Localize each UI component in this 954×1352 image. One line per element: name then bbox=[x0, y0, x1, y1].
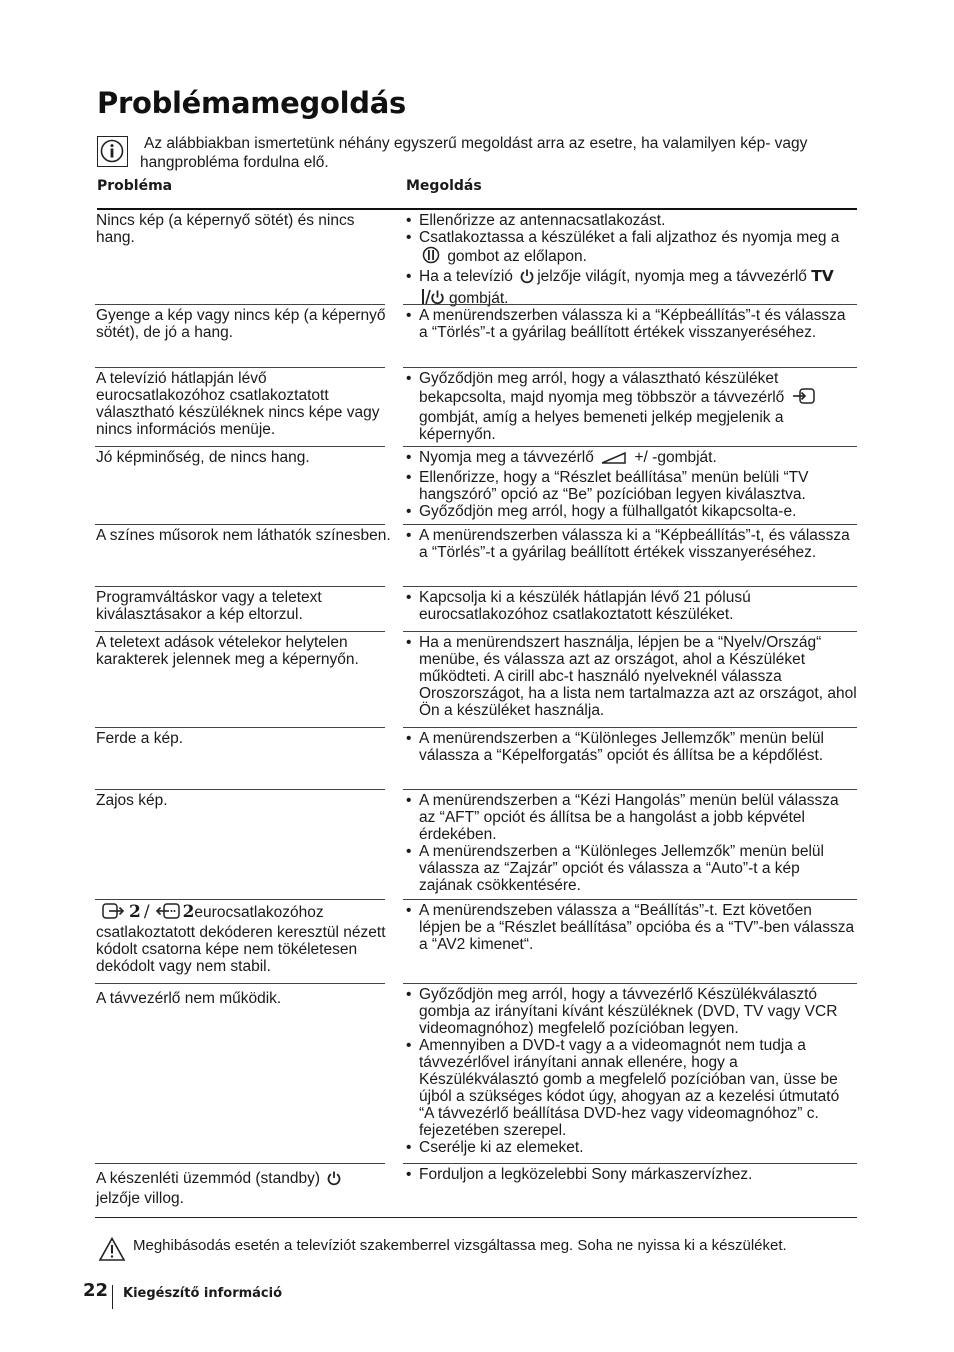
volume-icon bbox=[600, 451, 628, 469]
table-row bbox=[95, 900, 857, 984]
solution-list bbox=[405, 212, 857, 310]
solution-item: • A menürendszerben válassza ki a “Képbeállítás”-t és válassza a “Törlés”-t a gyárilag beállított értékek visszanyeréséhez. bbox=[406, 307, 846, 341]
table-row bbox=[95, 447, 857, 525]
table-row bbox=[95, 210, 857, 305]
solution-list bbox=[405, 1166, 857, 1183]
header-problem: Probléma bbox=[97, 178, 173, 194]
solution-list bbox=[405, 307, 857, 341]
av-output-icon bbox=[101, 902, 127, 924]
solution-list bbox=[405, 527, 857, 561]
solution-item: • Ellenőrizze az antennacsatlakozást. bbox=[406, 212, 666, 229]
solution-item: • Győződjön meg arról, hogy a távvezérlő Készülékválasztó gombja az irányítani kívánt készüléknek (DVD, TV vagy VCR videomagnóhoz) megfelelő pozícióban legyen. bbox=[406, 986, 838, 1037]
problem-cell: A színes műsorok nem láthatók színesben. bbox=[96, 527, 391, 544]
solution-item: • Ha a televízió jelzője világít, nyomja meg a távvezérlő TV gombját. bbox=[405, 268, 857, 310]
problem-cell: Gyenge a kép vagy nincs kép (a képernyő sötét), de jó a hang. bbox=[96, 307, 386, 341]
problem-cell: Nincs kép (a képernyő sötét) és nincs hang. bbox=[96, 212, 355, 246]
input-select-icon bbox=[791, 387, 817, 409]
problem-cell: 2 / 2eurocsatlakozóhoz csatlakoztatott dekóderen keresztül nézett kódolt csatorna képe nem tökéletesen dekódolt vagy nem stabil. bbox=[96, 902, 386, 975]
table-row bbox=[95, 587, 857, 632]
table-row bbox=[95, 1164, 857, 1218]
solution-item: • A menürendszerben a “Különleges Jellemzők” menün belül válassza az “Zajzár” opciót és válassza a “Auto”-t a kép zajának csökkentésére. bbox=[406, 843, 824, 894]
standby-icon bbox=[519, 268, 535, 288]
tv-label: TV bbox=[811, 267, 834, 285]
section-label: Kiegészítő információ bbox=[123, 1286, 283, 1301]
problem-cell: A távvezérlő nem működik. bbox=[96, 990, 282, 1007]
solution-item: • A menürendszerben válassza ki a “Képbeállítás”-t, és válassza a “Törlés”-t a gyárilag beállított értékek visszanyeréséhez. bbox=[406, 527, 850, 561]
av-input-icon bbox=[155, 902, 181, 924]
page-number: 22 bbox=[83, 1280, 109, 1301]
solution-item: • A menürendszerben a “Kézi Hangolás” menün belül válassza az “AFT” opciót és állítsa be a hangolást a jobb képvétel érdekében. bbox=[406, 792, 839, 843]
solution-item: • Ha a menürendszert használja, lépjen be a “Nyelv/Ország“ menübe, és válassza azt az országot, ahol a Készüléket működteti. A cirill abc-t használó nyelveknél válassza Oroszországot, ha a lista nem tartalmazza azt az országot, ahol Ön a készüléket használja. bbox=[406, 634, 857, 719]
table-row bbox=[95, 368, 857, 447]
solution-item: • Cserélje ki az elemeket. bbox=[406, 1139, 584, 1156]
problem-cell: A teletext adások vételekor helytelen karakterek jelennek meg a képernyőn. bbox=[96, 634, 359, 668]
solution-list bbox=[405, 449, 857, 520]
solution-item: • Győződjön meg arról, hogy a fülhallgatót kikapcsolta-e. bbox=[406, 503, 797, 520]
page-title: Problémamegoldás bbox=[97, 86, 406, 120]
solution-item: • A menürendszeben válassza a “Beállítás”-t. Ezt követően lépjen be a “Részlet beállítása” opcióba és a “TV”-ben válassza a “AV2 kimenet“. bbox=[406, 902, 855, 953]
solution-list bbox=[405, 902, 857, 953]
problem-cell: Jó képminőség, de nincs hang. bbox=[96, 449, 310, 466]
solution-item: • Kapcsolja ki a készülék hátlapján lévő 21 pólusú eurocsatlakozóhoz csatlakoztatott készüléket. bbox=[406, 589, 751, 623]
solution-list bbox=[405, 634, 857, 719]
problem-cell: A televízió hátlapján lévő eurocsatlakozóhoz csatlakoztatott választható készüléknek nincs képe vagy nincs információs menüje. bbox=[96, 370, 380, 438]
solution-list bbox=[405, 730, 857, 764]
solution-list bbox=[405, 986, 857, 1156]
table-row bbox=[95, 525, 857, 587]
solution-item: • Ellenőrizze, hogy a “Részlet beállítása” menün belüli “TV hangszóró” opció az “Be” pozícióban legyen kiválasztva. bbox=[406, 469, 809, 503]
info-icon bbox=[97, 136, 128, 167]
solution-item: • Nyomja meg a távvezérlő +/ -gombját. bbox=[405, 449, 857, 469]
intro-text: Az alábbiakban ismertetünk néhány egyszerű megoldást arra az esetre, ha valamilyen kép- vagy hangprobléma fordulna elő. bbox=[140, 135, 808, 171]
solution-item: • Győződjön meg arról, hogy a választható készüléket bekapcsolta, majd nyomja meg többször a távvezérlő gombját, amíg a helyes bemeneti jelkép megjelenik a képernyőn. bbox=[405, 370, 857, 443]
table-row bbox=[95, 728, 857, 790]
troubleshooting-table bbox=[95, 210, 857, 1218]
table-row bbox=[95, 984, 857, 1164]
page-footer bbox=[83, 1280, 483, 1310]
solution-list bbox=[405, 589, 857, 623]
solution-list bbox=[405, 370, 857, 443]
footer-divider bbox=[112, 1285, 113, 1309]
solution-item: • Csatlakoztassa a készüléket a fali aljzathoz és nyomja meg a gombot az előlapon. bbox=[405, 229, 857, 268]
problem-cell: Ferde a kép. bbox=[96, 730, 184, 747]
solution-list bbox=[405, 792, 857, 894]
problem-cell: A készenléti üzemmód (standby) jelzője villog. bbox=[96, 1170, 392, 1207]
warning-icon bbox=[99, 1237, 125, 1261]
solution-item: • Forduljon a legközelebbi Sony márkaszervízhez. bbox=[406, 1166, 753, 1183]
table-row bbox=[95, 790, 857, 900]
problem-cell: Zajos kép. bbox=[96, 792, 168, 809]
standby-icon bbox=[326, 1170, 342, 1190]
solution-item: • A menürendszerben a “Különleges Jellemzők” menün belül válassza a “Képelforgatás” opciót és állítsa be a képdőlést. bbox=[406, 730, 824, 764]
table-header bbox=[97, 178, 857, 210]
warning-text: Meghibásodás esetén a televíziót szakemberrel vizsgáltassa meg. Soha ne nyissa ki a készüléket. bbox=[133, 1237, 787, 1254]
header-solution: Megoldás bbox=[406, 178, 482, 194]
table-row bbox=[95, 632, 857, 728]
problem-cell: Programváltáskor vagy a teletext kiválasztásakor a kép eltorzul. bbox=[96, 589, 322, 623]
table-row bbox=[95, 305, 857, 368]
power-button-icon bbox=[421, 246, 441, 268]
solution-item: • Amennyiben a DVD-t vagy a a videomagnót nem tudja a távvezérlővel irányítani annak ellenére, hogy a Készülékválasztó gomb a megfelelő pozícióban van, üsse be újból a szükséges kódot úgy, ahogyan az a kezelési útmutató “A távvezérlő beállítása DVD-hez vagy videomagnóhoz” c. fejezetében szerepel. bbox=[406, 1037, 840, 1139]
